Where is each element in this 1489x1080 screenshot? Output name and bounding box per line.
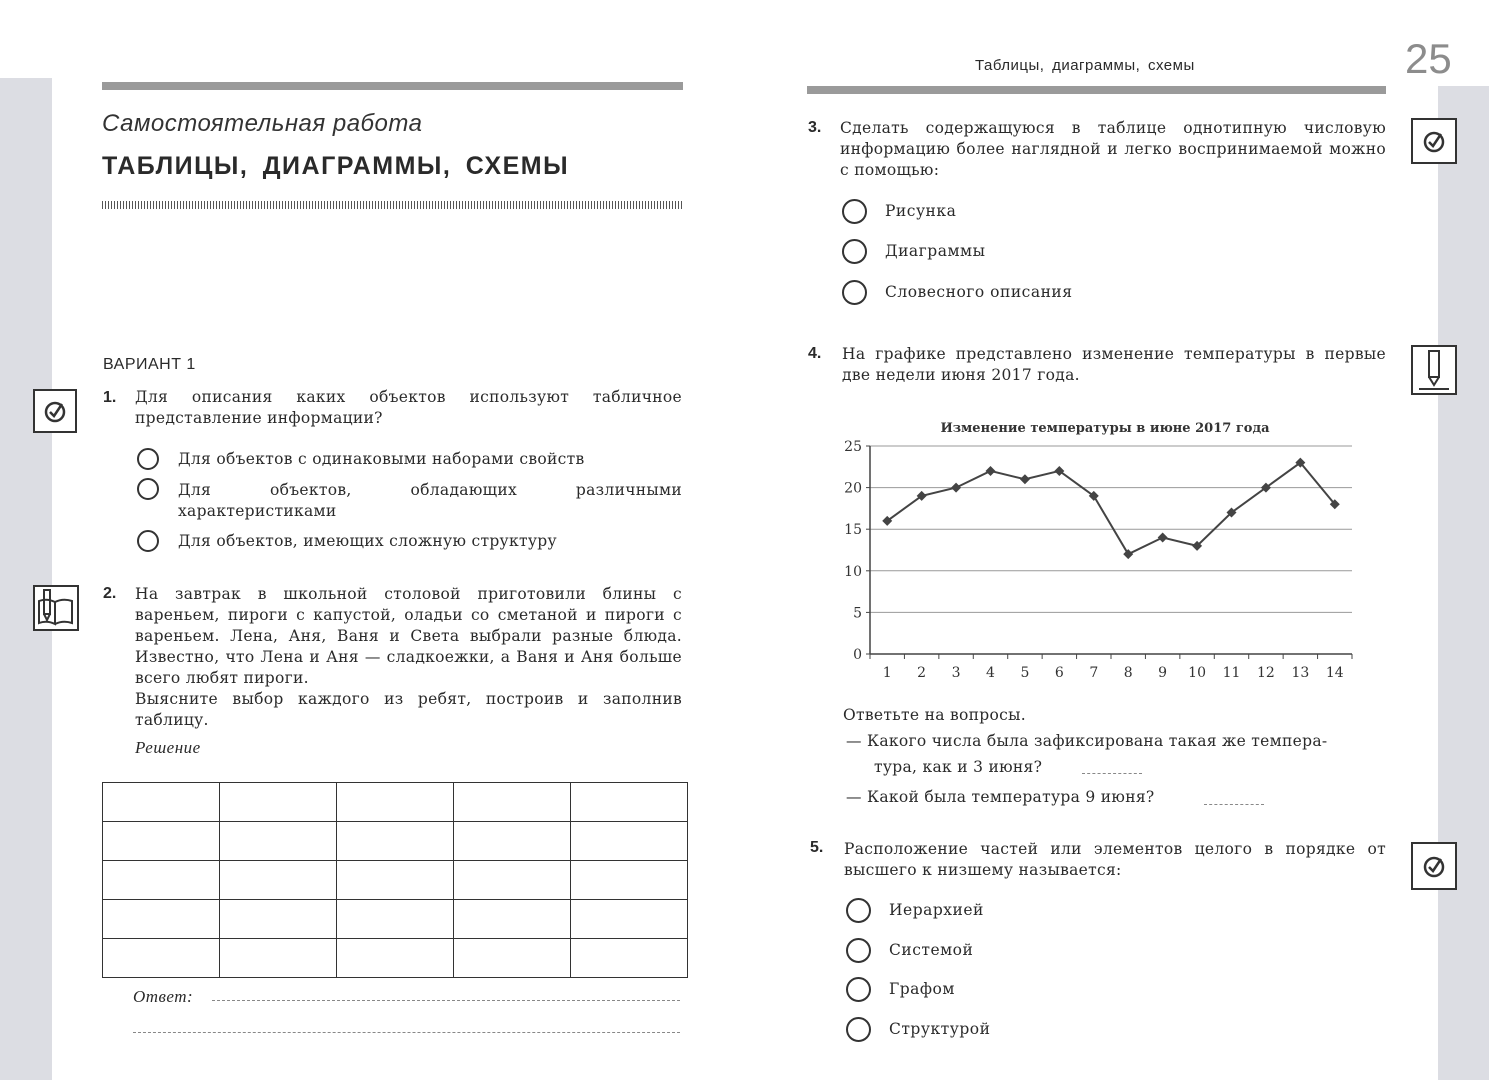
chart-title: Изменение температуры в июне 2017 года [940,421,1270,436]
q5-option-4-radio[interactable] [846,1017,871,1042]
chart-x-tick-label: 7 [1089,665,1099,681]
chart-points [882,458,1340,560]
table-cell[interactable] [337,783,454,822]
q4-subquestion-1a: — Какого числа была зафиксирована такая же темпера- [846,732,1328,750]
chart-x-tick-label: 6 [1054,665,1064,681]
table-cell[interactable] [103,900,220,939]
q3-option-1-label: Рисунка [885,202,957,220]
chart-x-tick-label: 11 [1222,665,1241,681]
table-row [103,900,688,939]
table-cell[interactable] [454,939,571,978]
table-row [103,861,688,900]
check-circle-icon [33,389,77,433]
q1-option-2-label: Для объектов, обладающих различными характеристиками [178,481,682,520]
chart-data-point [1158,533,1168,543]
chart-y-tick-label: 20 [844,480,862,497]
table-row [103,822,688,861]
table-cell[interactable] [337,822,454,861]
q3-option-3-radio[interactable] [842,280,867,305]
q3-option-1-radio[interactable] [842,199,867,224]
table-cell[interactable] [220,900,337,939]
q3-number: 3. [808,119,822,136]
chart-y-tick-label: 15 [844,522,862,539]
q5-option-1-radio[interactable] [846,898,871,923]
table-cell[interactable] [103,939,220,978]
chart-x-tick-label: 2 [917,665,927,681]
table-cell[interactable] [454,783,571,822]
q3-option-2-label: Диаграммы [885,242,986,260]
table-cell[interactable] [454,900,571,939]
right-margin-strip [1438,86,1489,1080]
chart-series-line [887,463,1335,555]
chart-x-ticks [870,654,1352,681]
chart-x-tick-label: 9 [1158,665,1168,681]
chart-x-tick-label: 10 [1188,665,1206,681]
q3-option-3-label: Словесного описания [885,283,1073,301]
chart-x-tick-label: 8 [1123,665,1133,681]
left-header-bar [102,82,683,90]
q4-text: На графике представлено изменение температуры в первые две недели июня 2017 года. [842,345,1386,384]
q2-text: На завтрак в школьной столовой приготовили блины с вареньем, пироги с капустой, оладьи со сметаной и пироги с вареньем. Лена, Аня, Ваня и Света выбрали разные блюда. Известно, что Лена и Аня — сладкоежки, а Ваня и Аня больше всего любят пироги. [135,585,682,687]
chart-x-tick-label: 1 [882,665,892,681]
table-cell[interactable] [337,861,454,900]
q5-option-1-label: Иерархией [889,901,984,919]
temperature-chart [820,410,1380,690]
q1-option-3-label: Для объектов, имеющих сложную структуру [178,532,557,550]
q1-option-3-radio[interactable] [137,530,159,552]
q4-subquestion-1b: тура, как и 3 июня? [874,758,1043,776]
table-row [103,939,688,978]
solution-label: Решение [135,738,201,757]
q4-number: 4. [808,345,822,362]
chart-x-tick-label: 13 [1291,665,1310,681]
chart-x-tick-label: 12 [1257,665,1275,681]
table-cell[interactable] [337,939,454,978]
q1-option-1-radio[interactable] [137,448,159,470]
q1-option-1-label: Для объектов с одинаковыми наборами свойств [178,450,585,468]
chart-y-tick-label: 10 [844,563,862,580]
chart-y-tick-label: 25 [844,439,862,455]
table-cell[interactable] [220,939,337,978]
table-cell[interactable] [103,822,220,861]
chart-gridlines [870,446,1352,612]
check-circle-icon [1411,842,1457,890]
answer-line-1[interactable] [212,1000,680,1001]
variant-label: ВАРИАНТ 1 [103,356,196,373]
chart-data-point [951,483,961,493]
chart-data-point [986,466,996,476]
table-cell[interactable] [571,822,688,861]
chart-x-tick-label: 14 [1325,665,1344,681]
table-cell[interactable] [337,900,454,939]
q2-number: 2. [103,585,117,602]
q5-option-3-label: Графом [889,980,955,998]
chart-x-tick-label: 3 [951,665,961,681]
table-cell[interactable] [571,861,688,900]
answer-label: Ответ: [133,987,194,1006]
chart-x-tick-label: 5 [1020,665,1030,681]
table-cell[interactable] [220,783,337,822]
q3-text: Сделать содержащуюся в таблице однотипную числовую информацию более наглядной и легко воспринимаемой можно с помощью: [840,119,1386,179]
subtitle: Самостоятельная работа [102,110,423,137]
q4-answer-1-line[interactable] [1082,773,1142,774]
table-cell[interactable] [220,861,337,900]
table-cell[interactable] [103,783,220,822]
q4-answer-intro: Ответьте на вопросы. [843,706,1026,724]
left-margin-strip [0,78,52,1080]
q1-option-2-radio[interactable] [137,478,159,500]
q4-answer-2-line[interactable] [1204,804,1264,805]
q5-option-2-label: Системой [889,941,974,959]
right-header-bar [807,86,1386,94]
table-cell[interactable] [454,861,571,900]
table-cell[interactable] [103,861,220,900]
q4-subquestion-2: — Какой была температура 9 июня? [846,788,1155,806]
check-circle-icon [1411,118,1457,164]
running-title: Таблицы, диаграммы, схемы [975,57,1195,74]
answer-line-2[interactable] [133,1032,680,1033]
table-cell[interactable] [220,822,337,861]
pencil-icon [1411,345,1457,395]
q3-option-2-radio[interactable] [842,239,867,264]
chart-data-point [1123,549,1133,559]
title-underline [102,201,683,209]
q5-option-4-label: Структурой [889,1020,991,1038]
chart-y-tick-label: 0 [853,647,862,663]
q2-text-2: Выясните выбор каждого из ребят, построив и заполнив таблицу. [135,690,682,729]
chart-data-point [1020,474,1030,484]
book-pencil-icon [33,585,79,631]
chart-x-tick-label: 4 [986,665,995,681]
q5-option-2-radio[interactable] [846,938,871,963]
chart-y-ticks [844,439,870,663]
q1-text: Для описания каких объектов используют табличное представление информации? [135,388,682,427]
table-cell[interactable] [571,783,688,822]
page-number: 25 [1405,35,1452,82]
table-cell[interactable] [454,822,571,861]
solution-table[interactable] [102,782,688,978]
table-cell[interactable] [571,900,688,939]
chart-y-tick-label: 5 [853,605,862,622]
q5-option-3-radio[interactable] [846,977,871,1002]
q1-number: 1. [103,389,117,406]
table-row [103,783,688,822]
q5-text: Расположение частей или элементов целого в порядке от высшего к низшему называется: [844,840,1386,879]
q5-number: 5. [810,839,824,856]
page-title: ТАБЛИЦЫ, ДИАГРАММЫ, СХЕМЫ [102,152,570,180]
table-cell[interactable] [571,939,688,978]
